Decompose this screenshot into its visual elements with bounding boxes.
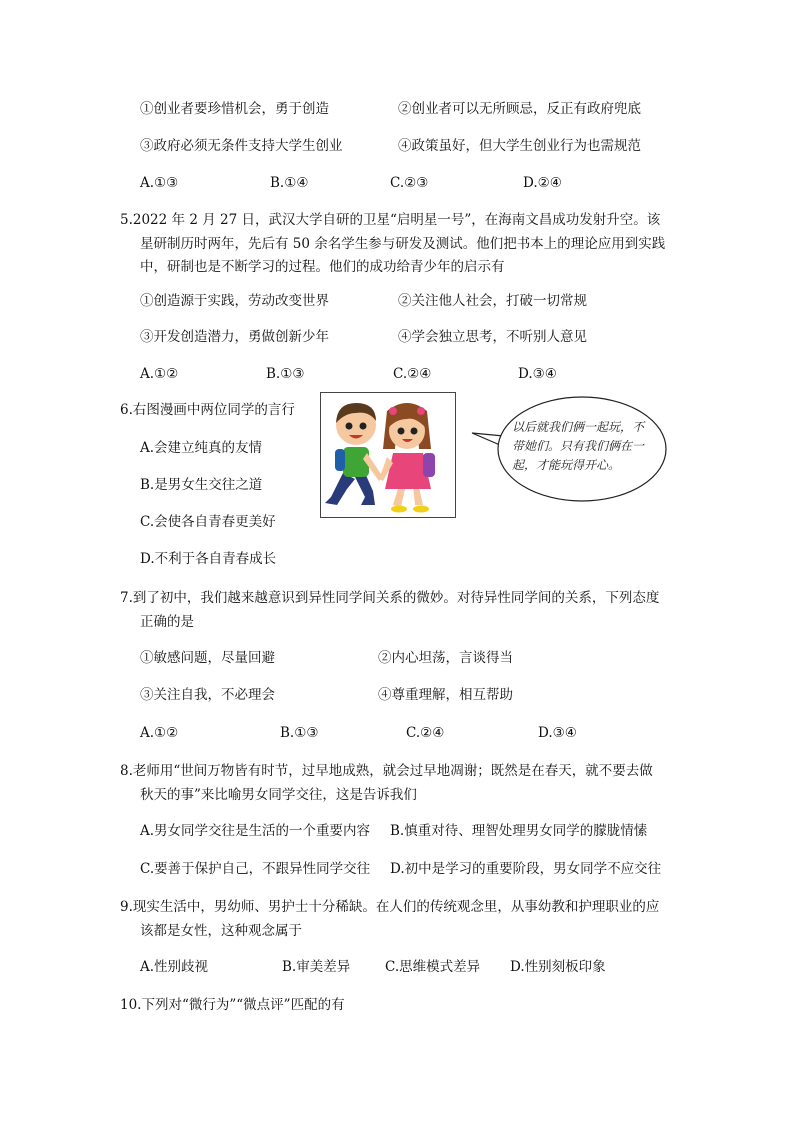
q4-option-d: D.②④ [523,175,562,191]
boy-figure [325,403,383,505]
q4-option-c: C.②③ [390,175,429,191]
q5-option-a: A.①② [140,366,179,382]
q4-option-b: B.①④ [270,175,309,191]
q7-statement-2: ②内心坦荡，言谈得当 [378,650,513,666]
q9-option-a: A.性别歧视 [140,959,209,975]
q7-option-a: A.①② [140,725,179,741]
q5-statement-3: ③开发创造潜力，勇做创新少年 [140,329,329,345]
q8-option-c: C.要善于保护自己，不跟异性同学交往 [140,861,371,877]
q9-option-d: D.性别刻板印象 [510,959,606,975]
q8-option-a: A.男女同学交往是生活的一个重要内容 [140,823,371,839]
q6-option-d: D.不利于各自青春成长 [140,551,277,567]
q7-option-b: B.①③ [280,725,319,741]
q10-stem: 10.下列对“微行为”“微点评”匹配的有 [120,997,345,1013]
q7-stem-line-1: 7.到了初中，我们越来越意识到异性同学间关系的微妙。对待异性同学间的关系，下列态度 [120,590,660,606]
q5-statement-1: ①创造源于实践，劳动改变世界 [140,293,329,309]
speech-bubble-text: 以后就我们俩一起玩，不带她们。只有我们俩在一起，才能玩得开心。 [512,420,645,472]
q8-stem-line-2: 秋天的事”来比喻男女同学交往，这是告诉我们 [140,787,417,803]
girl-figure [379,403,435,513]
q7-statement-3: ③关注自我，不必理会 [140,687,275,703]
q7-option-d: D.③④ [538,725,577,741]
q7-statement-1: ①敏感问题，尽量回避 [140,650,275,666]
q5-statement-4: ④学会独立思考，不听别人意见 [398,329,587,345]
q4-statement-1: ①创业者要珍惜机会，勇于创造 [140,101,329,117]
q8-option-b: B.慎重对待、理智处理男女同学的朦胧情愫 [390,823,648,839]
q5-statement-2: ②关注他人社会，打破一切常规 [398,293,587,309]
two-students-illustration [321,393,455,517]
q5-stem-line-2: 星研制历时两年，先后有 50 余名学生参与研发及测试。他们把书本上的理论应用到实践 [140,236,666,252]
q7-statement-4: ④尊重理解，相互帮助 [378,687,513,703]
q5-option-d: D.③④ [518,366,557,382]
q4-statement-3: ③政府必须无条件支持大学生创业 [140,138,343,154]
q5-option-b: B.①③ [266,366,305,382]
q5-stem-line-3: 中，研制也是不断学习的过程。他们的成功给青少年的启示有 [140,259,505,275]
q6-option-c: C.会使各自青春更美好 [140,514,276,530]
q7-stem-line-2: 正确的是 [140,614,194,630]
q8-stem-line-1: 8.老师用“世间万物皆有时节，过早地成熟，就会过早地凋谢；既然是在春天，就不要去做 [120,763,653,779]
q4-statement-2: ②创业者可以无所顾忌，反正有政府兜底 [398,101,641,117]
q5-option-c: C.②④ [393,366,432,382]
q9-option-c: C.思维模式差异 [385,959,481,975]
q8-option-d: D.初中是学习的重要阶段，男女同学不应交往 [390,861,662,877]
q6-option-b: B.是男女生交往之道 [140,477,263,493]
q4-statement-4: ④政策虽好，但大学生创业行为也需规范 [398,138,641,154]
q7-option-c: C.②④ [406,725,445,741]
q9-stem-line-1: 9.现实生活中，男幼师、男护士十分稀缺。在人们的传统观念里，从事幼教和护理职业的应 [120,899,660,915]
q6-stem: 6.右图漫画中两位同学的言行 [120,402,295,418]
q4-option-a: A.①③ [140,175,179,191]
q6-option-a: A.会建立纯真的友情 [140,440,263,456]
cartoon-image [320,392,456,518]
q5-stem-line-1: 5.2022 年 2 月 27 日，武汉大学自研的卫星“启明星一号”，在海南文昌成功发射升空。该 [120,212,661,228]
q9-stem-line-2: 该都是女性，这种观念属于 [140,923,302,939]
q9-option-b: B.审美差异 [282,959,351,975]
